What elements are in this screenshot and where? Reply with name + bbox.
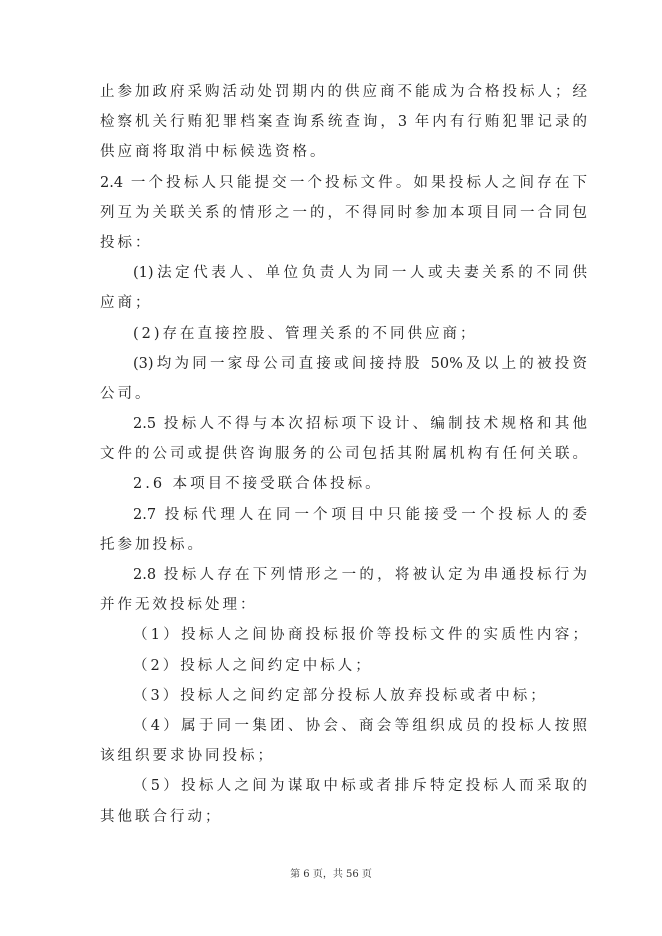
text-line: 并作无效投标处理： — [100, 597, 258, 614]
text-line: 公司。 — [100, 385, 153, 402]
text-line: 2.5 投标人不得与本次招标项下设计、编制技术规格和其他 — [133, 416, 587, 433]
text-line: (1)法定代表人、单位负责人为同一人或夫妻关系的不同供 — [133, 265, 587, 282]
text-line: 投标： — [100, 234, 153, 251]
document-body — [100, 77, 587, 832]
text-line: （3）投标人之间约定部分投标人放弃投标或者中标； — [133, 687, 548, 704]
text-line: （2）投标人之间约定中标人； — [133, 657, 373, 674]
text-line: （5）投标人之间为谋取中标或者排斥特定投标人而采取的 — [133, 778, 587, 795]
text-line: 供应商将取消中标候选资格。 — [100, 144, 328, 161]
text-line: 2.4 一个投标人只能提交一个投标文件。如果投标人之间存在下 — [100, 174, 587, 191]
text-line: 2.7 投标代理人在同一个项目中只能接受一个投标人的委 — [133, 506, 587, 523]
text-line: 列互为关联关系的情形之一的，不得同时参加本项目同一合同包 — [100, 204, 587, 221]
text-line: (3)均为同一家母公司直接或间接持股 50%及以上的被投资 — [133, 355, 587, 372]
text-line: 该组织要求协同投标； — [100, 748, 275, 765]
text-line: (2)存在直接控股、管理关系的不同供应商； — [133, 325, 478, 342]
text-line: （4）属于同一集团、协会、商会等组织成员的投标人按照 — [133, 717, 587, 734]
text-line: 2.6 本项目不接受联合体投标。 — [133, 476, 383, 493]
text-line: 其他联合行动； — [100, 808, 223, 825]
page-footer: 第 6 页，共 56 页 — [290, 869, 372, 880]
text-line: （1）投标人之间协商投标报价等投标文件的实质性内容； — [133, 627, 587, 644]
text-line: 止参加政府采购活动处罚期内的供应商不能成为合格投标人；经 — [100, 84, 587, 100]
text-line: 应商； — [100, 295, 153, 312]
text-line: 检察机关行贿犯罪档案查询系统查询，3 年内有行贿犯罪记录的 — [100, 114, 587, 131]
text-line: 2.8 投标人存在下列情形之一的，将被认定为串通投标行为 — [133, 567, 587, 583]
text-line: 文件的公司或提供咨询服务的公司包括其附属机构有任何关联。 — [100, 446, 587, 463]
text-line: 托参加投标。 — [100, 536, 205, 553]
